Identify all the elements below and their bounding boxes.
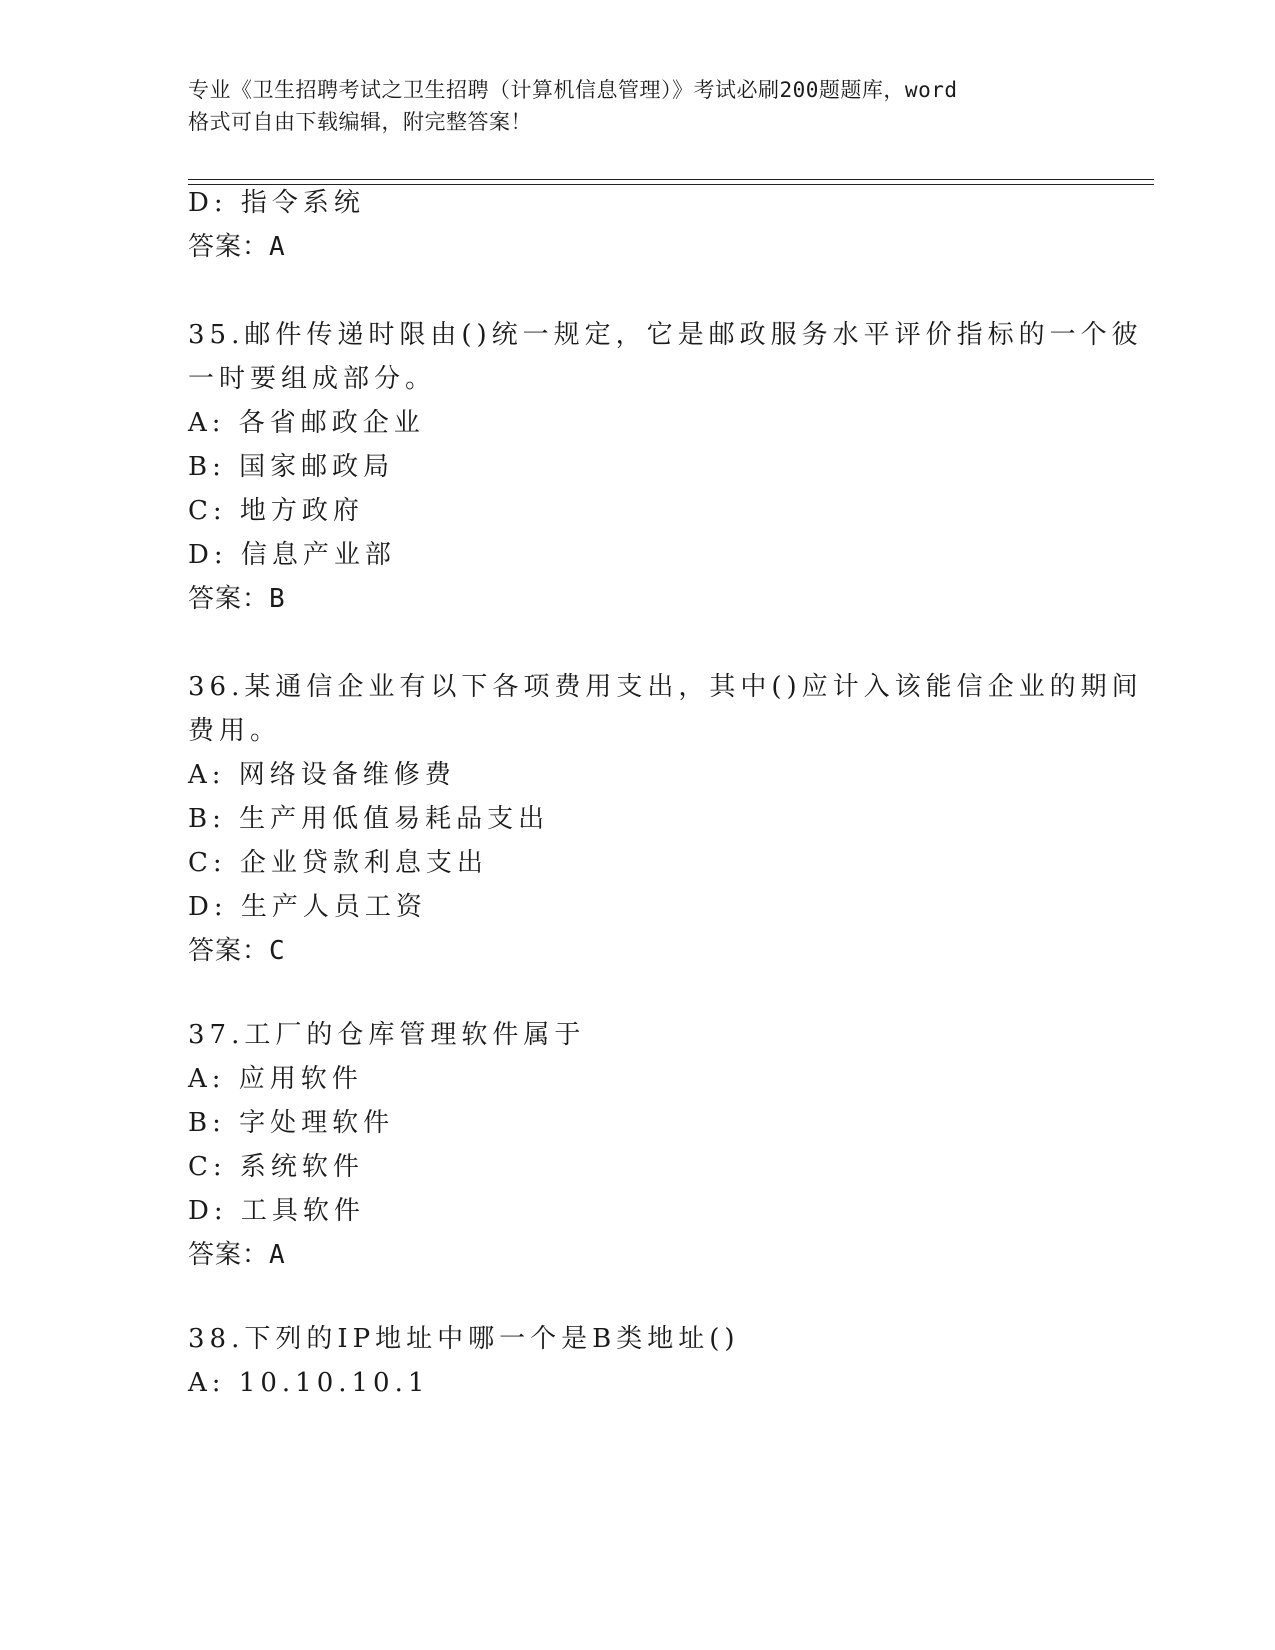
q36-option-d: D: 生产人员工资 — [188, 892, 427, 922]
q37-answer: 答案：A — [188, 1240, 286, 1270]
q36-option-c: C: 企业贷款利息支出 — [188, 848, 488, 878]
q34-answer: 答案：A — [188, 232, 286, 262]
q36-answer: 答案：C — [188, 936, 286, 966]
q37-option-c: C: 系统软件 — [188, 1152, 364, 1182]
q38-option-a: A: 10.10.10.1 — [188, 1368, 430, 1398]
q36-stem-line-1: 36.某通信企业有以下各项费用支出，其中()应计入该能信企业的期间 — [188, 672, 1143, 702]
q35-stem-line-1: 35.邮件传递时限由()统一规定，它是邮政服务水平评价指标的一个彼 — [188, 320, 1143, 350]
q36-option-b: B: 生产用低值易耗品支出 — [188, 804, 550, 834]
q36-stem-line-2: 费用。 — [188, 716, 282, 746]
q35-answer: 答案：B — [188, 584, 286, 614]
q37-option-b: B: 字处理软件 — [188, 1108, 395, 1138]
q34-option-d: D: 指令系统 — [188, 188, 365, 218]
q37-option-a: A: 应用软件 — [188, 1064, 363, 1094]
q35-option-a: A: 各省邮政企业 — [188, 408, 425, 438]
q35-option-b: B: 国家邮政局 — [188, 452, 395, 482]
q37-option-d: D: 工具软件 — [188, 1196, 365, 1226]
header-line-1: 专业《卫生招聘考试之卫生招聘（计算机信息管理）》考试必刷200题题库，word — [188, 78, 958, 102]
header-divider-top — [188, 179, 1154, 180]
header-line-2: 格式可自由下载编辑，附完整答案！ — [188, 110, 532, 134]
q38-stem-line-1: 38.下列的IP地址中哪一个是B类地址() — [188, 1324, 740, 1354]
document-header — [188, 74, 1088, 138]
header-divider-bottom — [188, 184, 1154, 185]
q36-option-a: A: 网络设备维修费 — [188, 760, 456, 790]
q35-stem-line-2: 一时要组成部分。 — [188, 364, 437, 394]
q35-option-d: D: 信息产业部 — [188, 540, 396, 570]
q35-option-c: C: 地方政府 — [188, 496, 364, 526]
q37-stem-line-1: 37.工厂的仓库管理软件属于 — [188, 1020, 586, 1050]
